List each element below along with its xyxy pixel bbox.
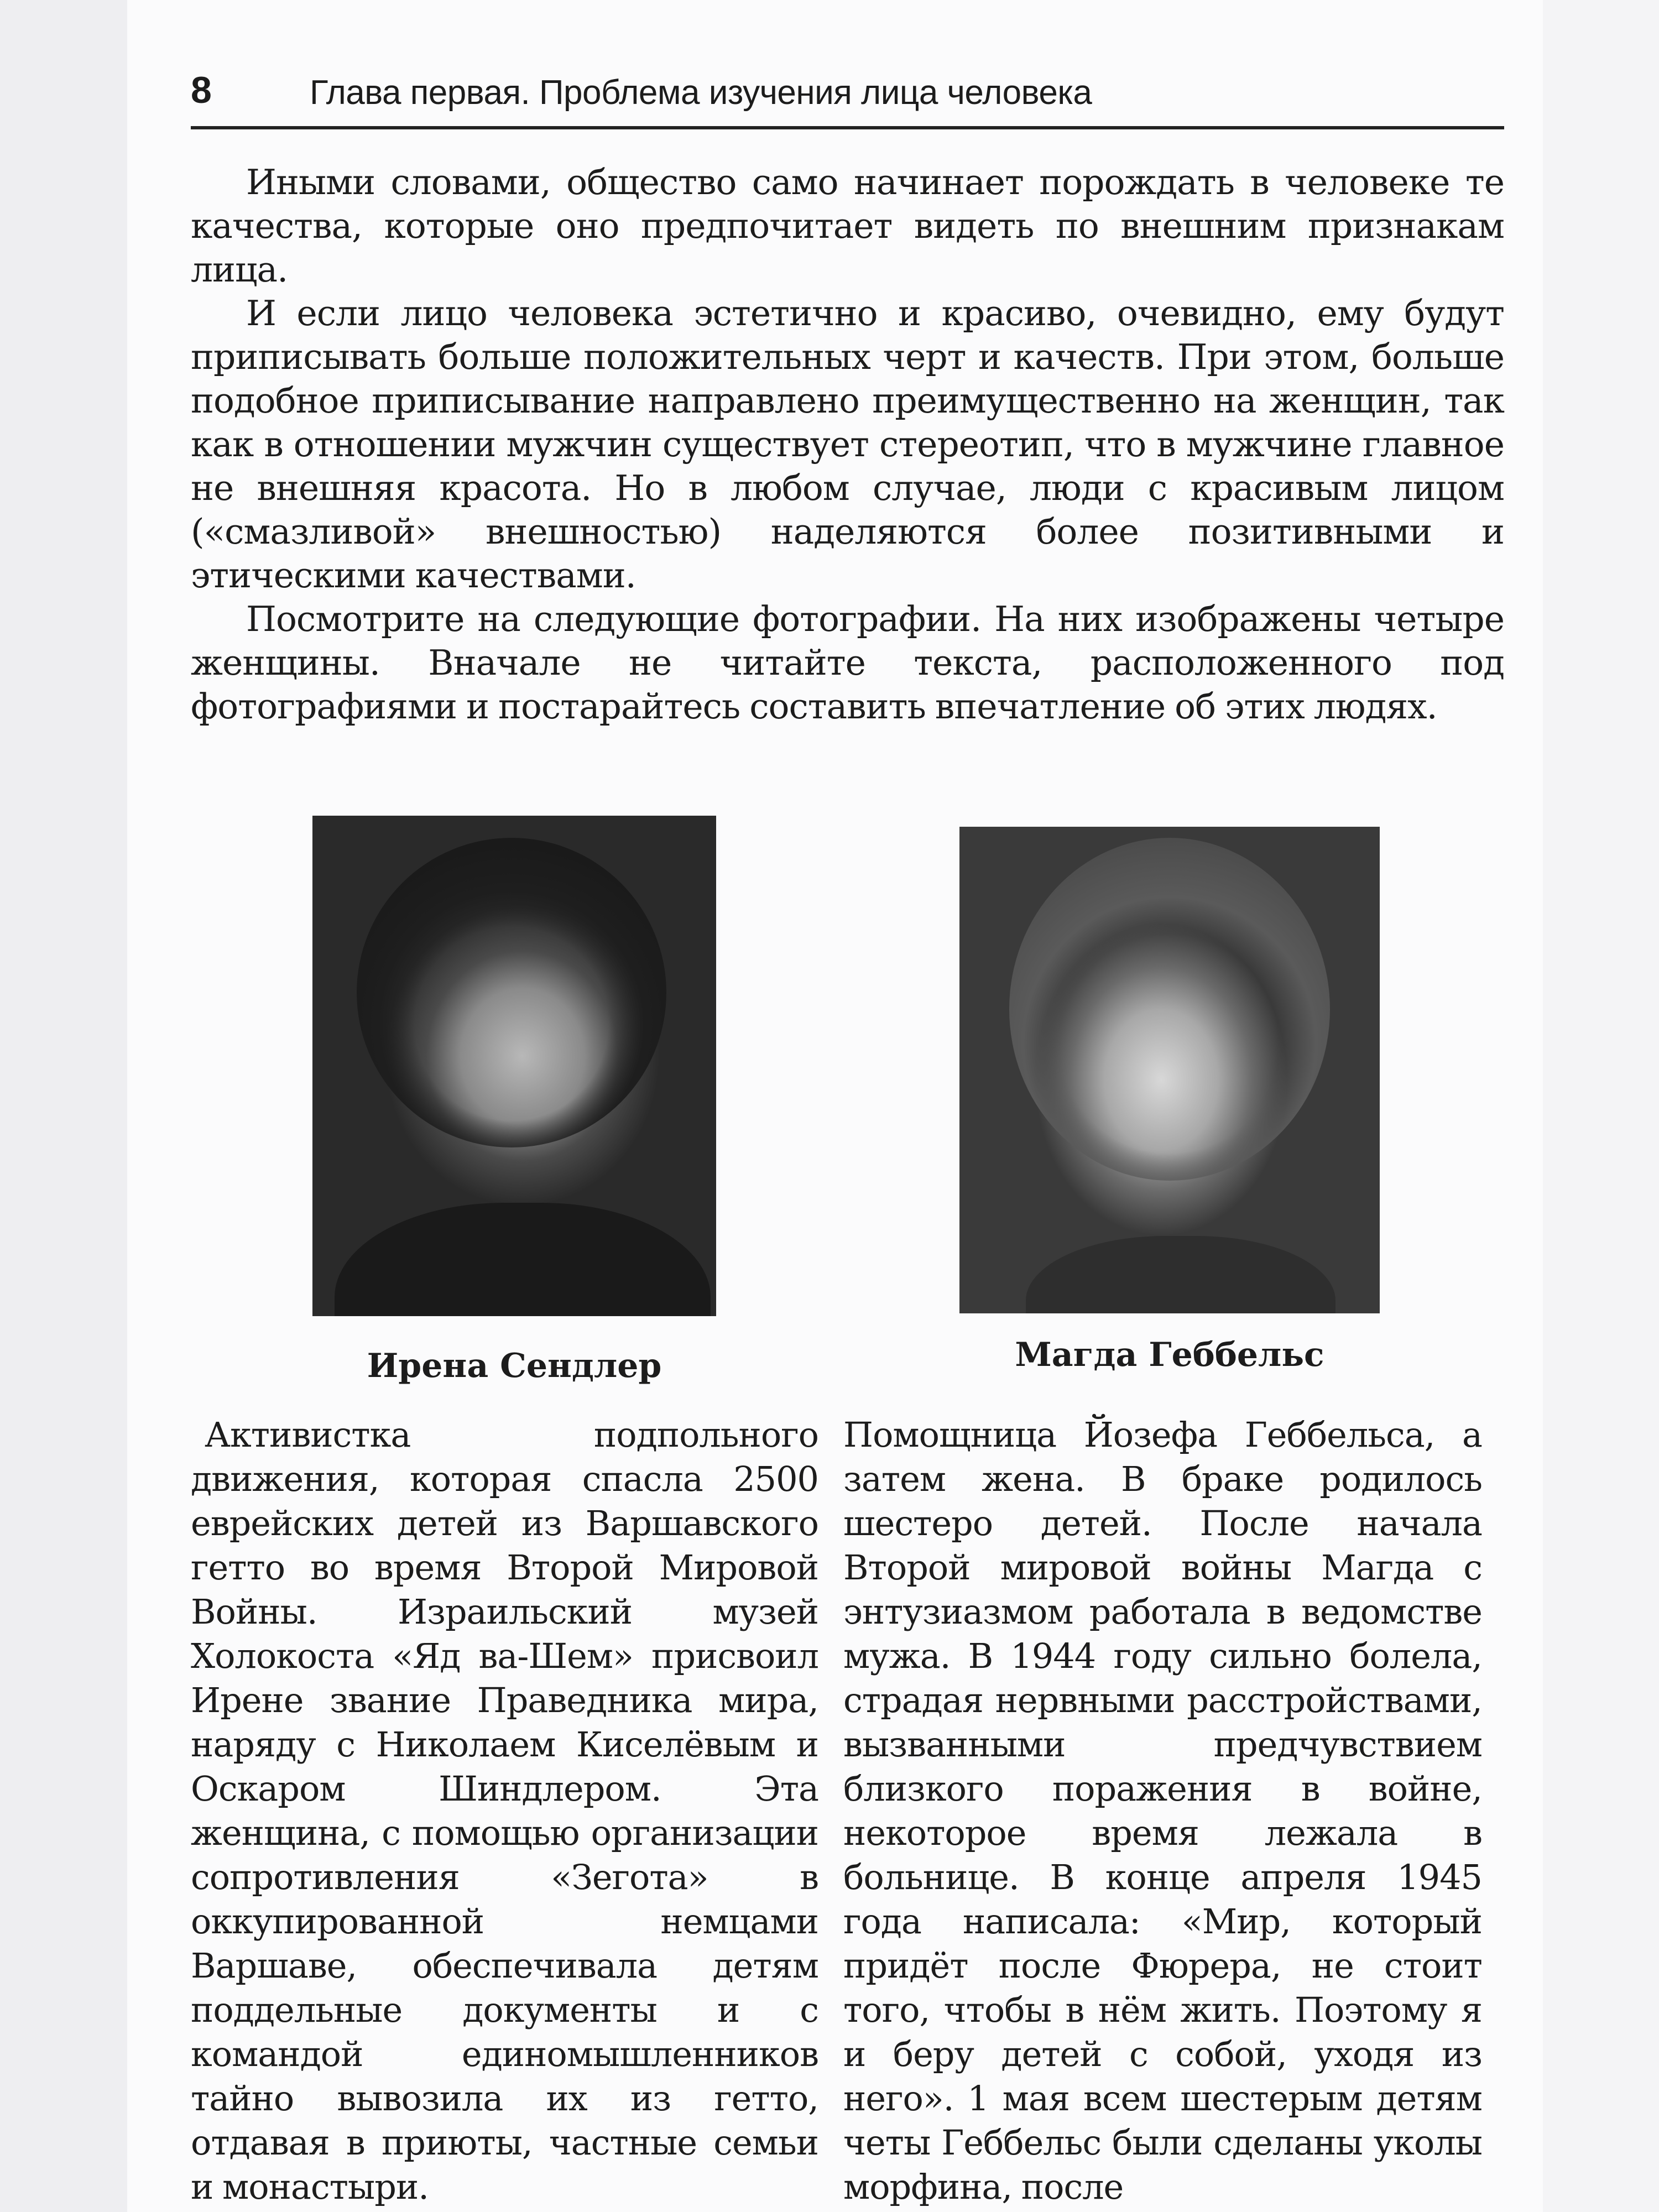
photo-caption: Ирена Сендлер [367,1347,662,1385]
photo-caption: Магда Геббельс [1015,1335,1324,1374]
description-column-right [843,1413,1482,2209]
paragraph: И если лицо человека эстетично и красиво, очевидно, ему будут приписывать больше положительных черт и качеств. При этом, больше подобное приписывание направлено преимущественно на женщин, так как в отношении мужчин существует стереотип, что в мужчине главное не внешняя красота. Но в любом случае, люди с красивым лицом («смазливой» внешностью) наделяются более позитивными и этическими качествами. [191,293,1504,596]
main-text [191,160,1504,728]
page-edge [0,0,127,2212]
photo-description: Активистка подпольного движения, которая спасла 2500 еврейских детей из Варшавского гетто во время Второй Мировой Войны. Израильский музей Холокоста «Яд ва-Шем» присвоил Ирене звание Праведника мира, наряду с Николаем Киселёвым и Оскаром Шиндлером. Эта женщина, с помощью организации сопротивления «Зегота» в оккупированной немцами Варшаве, обеспечивала детям поддельные документы и с командой единомышленников тайно вывозила их из гетто, отдавая в приюты, частные семьи и монастыри. [191,1415,818,2207]
description-column-left [191,1413,818,2209]
page-header [191,60,1504,129]
photo-shoulders-shape [335,1203,711,1316]
portrait-photo-irena-sendler [312,816,716,1316]
photo-hair-shape [1009,838,1330,1181]
portrait-photo-magda-goebbels [959,827,1380,1313]
photo-description: Помощница Йозефа Геббельса, а затем жена. В браке родилось шестеро детей. После начала Второй мировой войны Магда с энтузиазмом работала в ведомстве мужа. В 1944 году сильно болела, страдая нервными расстройствами, вызванными предчувствием близкого поражения в войне, некоторое время лежала в больнице. В конце апреля 1945 года написала: «Мир, который придёт после Фюрера, не стоит того, чтобы в нём жить. Поэтому я и беру детей с собой, уходя из него». 1 мая всем шестерым детям четы Геббельс были сделаны уколы морфина, после [843,1415,1482,2207]
paragraph: Посмотрите на следующие фотографии. На них изображены четыре женщины. Вначале не читайте текста, расположенного под фотографиями и постарайтесь составить впечатление об этих людях. [191,599,1504,727]
photo-hair-shape [357,838,666,1147]
photo-shoulders-shape [1026,1236,1335,1313]
running-head: Глава первая. Проблема изучения лица человека [310,74,1092,112]
page-number: 8 [191,69,212,111]
paragraph: Иными словами, общество само начинает порождать в человеке те качества, которые оно предпочитает видеть по внешним признакам лица. [191,162,1504,290]
